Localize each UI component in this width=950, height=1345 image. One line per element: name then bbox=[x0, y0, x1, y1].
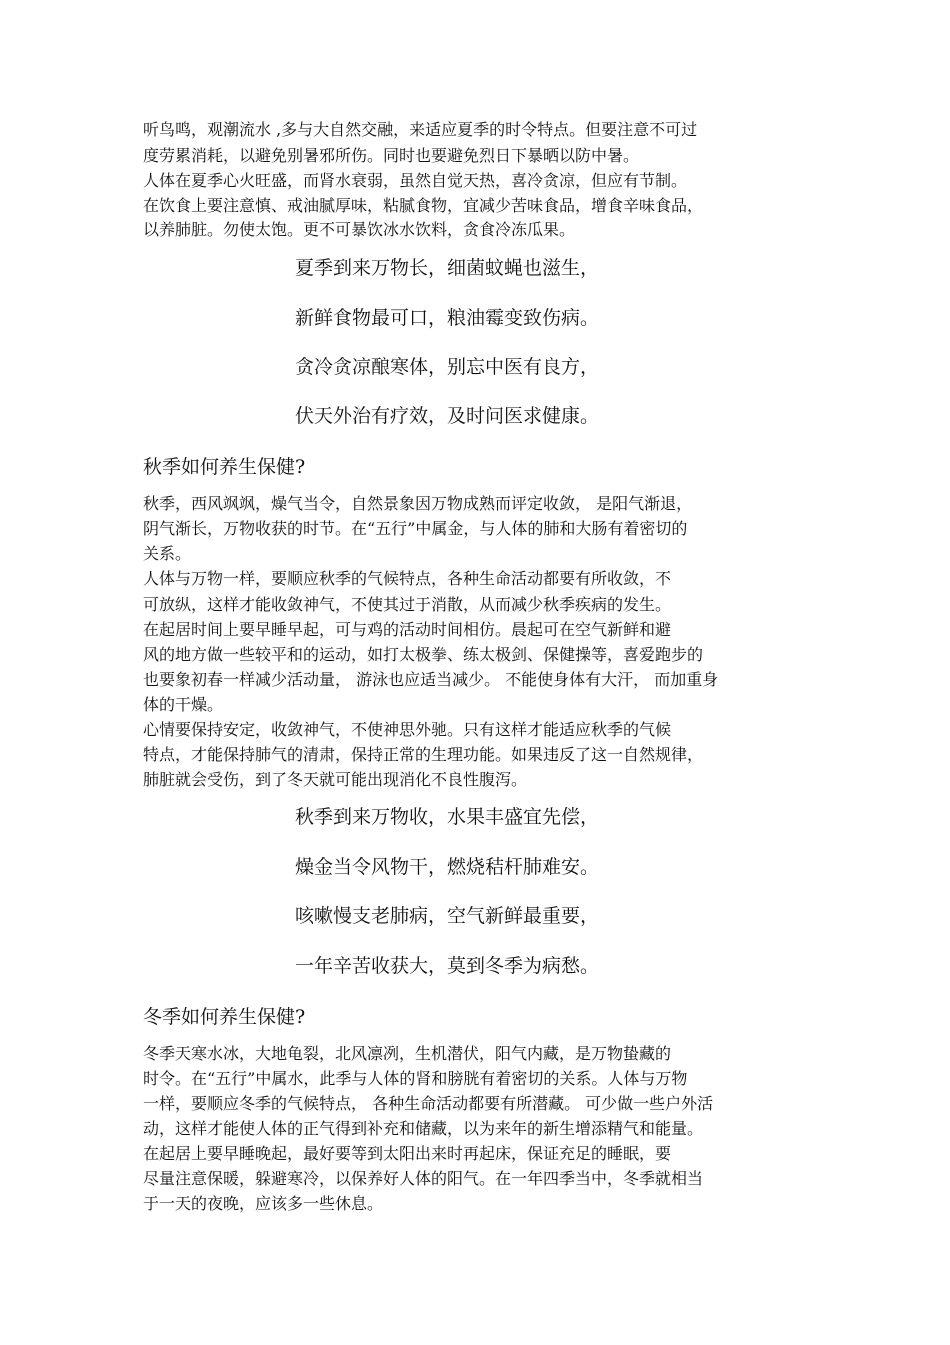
body-text-line: 特点，才能保持肺气的清肃，保持正常的生理功能。如果违反了这一自然规律， bbox=[143, 745, 704, 764]
body-text-line: 心情要保持安定，收敛神气，不使神思外驰。只有这样才能适应秋季的气候 bbox=[143, 720, 672, 739]
body-text-line: 肺脏就会受伤，到了冬天就可能出现消化不良性腹泻。 bbox=[143, 770, 528, 789]
poem-line: 伏天外治有疗效，及时问医求健康。 bbox=[295, 405, 600, 427]
body-text-line: 关系。 bbox=[143, 544, 192, 563]
body-text-line: 在起居上要早睡晚起，最好要等到太阳出来时再起床，保证充足的睡眠，要 bbox=[143, 1144, 672, 1163]
body-text-line: 一样，要顺应冬季的气候特点， 各种生命活动都要有所潜藏。 可少做一些户外活 bbox=[143, 1094, 714, 1113]
body-text-line: 听鸟鸣，观潮流水 ,多与大自然交融，来适应夏季的时令特点。但要注意不可过 bbox=[143, 120, 698, 139]
body-text-line: 人体在夏季心火旺盛，而肾水衰弱，虽然自觉天热，喜冷贪凉，但应有节制。 bbox=[143, 171, 688, 190]
body-text-line: 也要象初春一样减少活动量， 游泳也应适当减少。 不能使身体有大汗， 而加重身 bbox=[143, 670, 719, 689]
body-text-line: 风的地方做一些较平和的运动，如打太极拳、练太极剑、保健操等，喜爱跑步的 bbox=[143, 645, 704, 664]
body-text-line: 可放纵，这样才能收敛神气，不使其过于消散，从而减少秋季疾病的发生。 bbox=[143, 595, 672, 614]
body-text-line: 冬季天寒水冰，大地龟裂，北风凛冽，生机潜伏，阳气内藏，是万物蛰藏的 bbox=[143, 1044, 672, 1063]
poem-line: 一年辛苦收获大，莫到冬季为病愁。 bbox=[295, 955, 600, 977]
body-text-line: 于一天的夜晚，应该多一些休息。 bbox=[143, 1194, 384, 1213]
body-text-line: 体的干燥。 bbox=[143, 695, 224, 714]
body-text-line: 度劳累消耗，以避免别暑邪所伤。同时也要避免烈日下暴晒以防中暑。 bbox=[143, 146, 640, 165]
body-text-line: 以养肺脏。勿使太饱。更不可暴饮冰水饮料，贪食冷冻瓜果。 bbox=[143, 220, 576, 239]
body-text-line: 动，这样才能使人体的正气得到补充和储藏，以为来年的新生增添精气和能量。 bbox=[143, 1119, 704, 1138]
poem-line: 贪冷贪凉酿寒体，别忘中医有良方， bbox=[295, 356, 600, 378]
section-heading-winter: 冬季如何养生保健? bbox=[143, 1006, 306, 1028]
body-text-line: 阴气渐长，万物收获的时节。在“五行”中属金，与人体的肺和大肠有着密切的 bbox=[143, 519, 688, 538]
poem-line: 燥金当令风物干，燃烧秸杆肺难安。 bbox=[295, 856, 600, 878]
body-text-line: 尽量注意保暖，躲避寒冷，以保养好人体的阳气。在一年四季当中，冬季就相当 bbox=[143, 1169, 704, 1188]
poem-line: 咳嗽慢支老肺病，空气新鲜最重要， bbox=[295, 905, 600, 927]
body-text-line: 人体与万物一样，要顺应秋季的气候特点，各种生命活动都要有所收敛，不 bbox=[143, 569, 672, 588]
poem-line: 新鲜食物最可口，粮油霉变致伤病。 bbox=[295, 307, 600, 329]
body-text-line: 在起居时间上要早睡早起，可与鸡的活动时间相仿。晨起可在空气新鲜和避 bbox=[143, 620, 672, 639]
body-text-line: 时令。在“五行”中属水，此季与人体的肾和膀胱有着密切的关系。人体与万物 bbox=[143, 1069, 688, 1088]
poem-line: 秋季到来万物收，水果丰盛宜先偿， bbox=[295, 806, 600, 828]
section-heading-autumn: 秋季如何养生保健? bbox=[143, 456, 306, 478]
body-text-line: 秋季，西风飒飒，燥气当令，自然景象因万物成熟而评定收敛， 是阳气渐退， bbox=[143, 494, 693, 513]
body-text-line: 在饮食上要注意慎、戒油腻厚味，粘腻食物，宜减少苦味食品，增食辛味食品， bbox=[143, 196, 704, 215]
poem-line: 夏季到来万物长，细菌蚊蝇也滋生， bbox=[295, 257, 600, 279]
